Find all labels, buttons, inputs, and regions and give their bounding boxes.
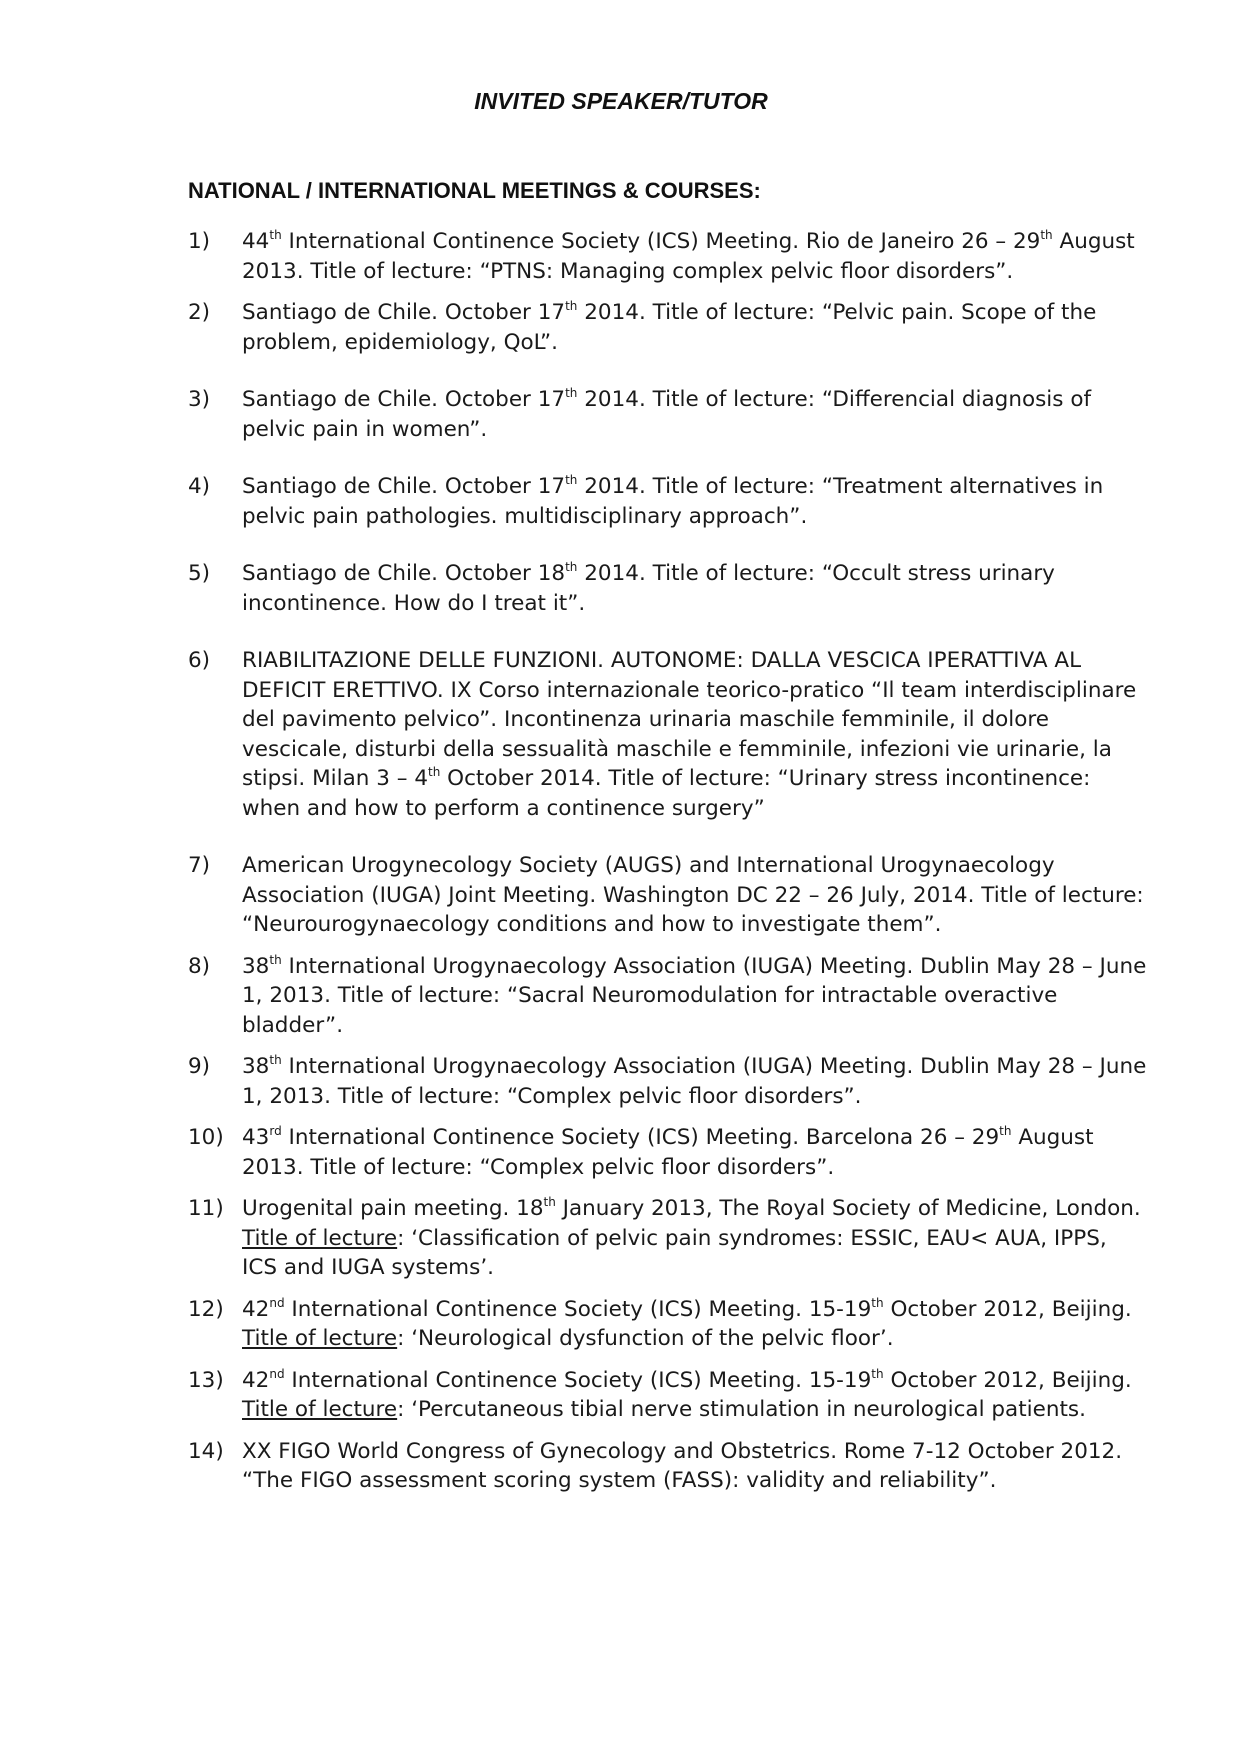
list-item-text [242, 954, 1146, 1038]
ordinal-suffix: th [565, 299, 578, 313]
list-item-number: 1) [188, 229, 211, 254]
ordinal-suffix: rd [269, 1124, 282, 1138]
ordinal-suffix: th [565, 473, 578, 487]
text-segment: Santiago de Chile. October 17 [242, 300, 566, 325]
text-segment: : ‘Neurological dysfunction of the pelvic floor’. [397, 1326, 894, 1351]
list-item-number: 9) [188, 1054, 211, 1079]
list-item [188, 646, 1148, 823]
text-segment: RIABILITAZIONE DELLE FUNZIONI. AUTONOME: DALLA VESCICA IPERATTIVA AL DEFICIT ERETTIVO. IX Corso internazionale teorico-pratico “Il team interdisciplinare del pavimento pelvico”. Incontinenza urinaria maschile femminile, il dolore vescicale, disturbi della sessualità maschile e femminile, infezioni vie urinarie, la stipsi. Milan 3 – 4 [242, 648, 1137, 791]
text-segment: January 2013, The Royal Society of Medicine, London. [555, 1196, 1141, 1221]
list-item-text [242, 1368, 1132, 1423]
ordinal-suffix: th [428, 765, 441, 779]
text-segment: 2014. Title of lecture: “Differencial diagnosis of pelvic pain in women”. [242, 387, 1092, 442]
text-segment: Urogenital pain meeting. 18 [242, 1196, 544, 1221]
text-segment: Santiago de Chile. October 17 [242, 387, 566, 412]
text-segment: 2014. Title of lecture: “Pelvic pain. Scope of the problem, epidemiology, QoL”. [242, 300, 1097, 355]
ordinal-suffix: th [269, 1053, 282, 1067]
ordinal-suffix: nd [269, 1366, 285, 1381]
text-segment: 38 [242, 953, 270, 979]
list-item-number: 14) [188, 1438, 224, 1464]
list-item-number: 3) [188, 387, 211, 412]
list-item-text [242, 387, 1091, 442]
list-item-number: 10) [188, 1125, 224, 1150]
text-segment: Santiago de Chile. October 17 [242, 474, 566, 499]
text-segment: International Continence Society (ICS) Meeting. 15-19 [284, 1296, 872, 1322]
ordinal-suffix: nd [269, 1295, 285, 1310]
ordinal-suffix: th [269, 952, 282, 967]
underlined-label: Title of lecture [242, 1326, 398, 1351]
list-item [188, 1194, 1148, 1283]
text-segment: International Urogynaecology Association (IUGA) Meeting. Dublin May 28 – June 1, 2013. Title of lecture: “Sacral Neuromodulation for intractable overactive bladder”. [242, 953, 1147, 1038]
text-segment: 43 [242, 1125, 270, 1150]
text-segment: 38 [242, 1054, 270, 1079]
ordinal-suffix: th [565, 386, 578, 400]
list-item [188, 472, 1148, 531]
list-item [188, 1366, 1148, 1425]
list-item [188, 385, 1148, 444]
text-segment: : ‘Percutaneous tibial nerve stimulation in neurological patients. [397, 1397, 1086, 1422]
text-segment: : ‘Classification of pelvic pain syndromes: ESSIC, EAU< AUA, IPPS, ICS and IUGA systems’. [242, 1225, 1107, 1280]
ordinal-suffix: th [1040, 228, 1053, 242]
ordinal-suffix: th [269, 228, 282, 242]
ordinal-suffix: th [999, 1124, 1012, 1138]
list-item-text [242, 474, 1103, 529]
list-item-number: 8) [188, 953, 211, 979]
list-item-text [242, 853, 1144, 937]
list-item-number: 7) [188, 853, 211, 878]
text-segment: American Urogynecology Society (AUGS) and International Urogynaecology Association (IUGA) Joint Meeting. Washington DC 22 – 26 July, 2014. Title of lecture: “Neurourogynaecology conditions and how to investigate them”. [242, 853, 1144, 937]
list-item-text [242, 1297, 1132, 1352]
underlined-label: Title of lecture [242, 1397, 398, 1422]
list-item [188, 1437, 1148, 1496]
text-segment: 42 [242, 1296, 270, 1322]
list-item [188, 1295, 1148, 1354]
text-segment: International Continence Society (ICS) Meeting. Barcelona 26 – 29 [281, 1125, 1000, 1150]
text-segment: International Continence Society (ICS) Meeting. Rio de Janeiro 26 – 29 [281, 229, 1041, 254]
text-segment: October 2014. Title of lecture: “Urinary stress incontinence: when and how to perform a continence surgery” [242, 766, 1091, 821]
document-title: INVITED SPEAKER/TUTOR [474, 88, 768, 114]
list-item [188, 1052, 1148, 1111]
list-item-number: 4) [188, 474, 211, 499]
list-item-text [242, 1439, 1122, 1494]
text-segment: 42 [242, 1367, 270, 1393]
list-item-text [242, 648, 1136, 821]
list-item [188, 298, 1148, 357]
text-segment: October 2012, Beijing. [883, 1367, 1132, 1393]
ordinal-suffix: th [565, 560, 578, 574]
text-segment: 2014. Title of lecture: “Treatment alternatives in pelvic pain pathologies. multidisciplinary approach”. [242, 474, 1104, 529]
list-item-text [242, 1196, 1141, 1280]
text-segment: 44 [242, 229, 270, 254]
list-item-number: 5) [188, 561, 211, 586]
list-item [188, 1123, 1148, 1182]
list-item-number: 13) [188, 1367, 224, 1393]
meetings-list [188, 227, 1148, 1496]
text-segment: October 2012, Beijing. [883, 1296, 1132, 1322]
list-item [188, 227, 1148, 286]
list-item-number: 11) [188, 1196, 224, 1221]
text-segment: International Urogynaecology Association (IUGA) Meeting. Dublin May 28 – June 1, 2013. Title of lecture: “Complex pelvic floor disorders”. [242, 1054, 1147, 1109]
text-segment: XX FIGO World Congress of Gynecology and Obstetrics. Rome 7-12 October 2012. “The FIGO assessment scoring system (FASS): validity and reliability”. [242, 1438, 1123, 1493]
list-item-text [242, 229, 1135, 284]
text-segment: Santiago de Chile. October 18 [242, 561, 566, 586]
text-segment: 2014. Title of lecture: “Occult stress urinary incontinence. How do I treat it”. [242, 561, 1055, 616]
list-item-text [242, 561, 1055, 616]
text-segment: August 2013. Title of lecture: “PTNS: Managing complex pelvic floor disorders”. [242, 229, 1135, 284]
list-item-number: 6) [188, 648, 211, 673]
underlined-label: Title of lecture [242, 1225, 398, 1251]
list-item [188, 559, 1148, 618]
text-segment: August 2013. Title of lecture: “Complex pelvic floor disorders”. [242, 1125, 1094, 1180]
text-segment: International Continence Society (ICS) Meeting. 15-19 [284, 1367, 872, 1393]
section-heading: NATIONAL / INTERNATIONAL MEETINGS & COURSES: [188, 178, 761, 203]
list-item [188, 952, 1148, 1041]
list-item-text [242, 1054, 1146, 1109]
list-item-number: 2) [188, 300, 211, 325]
list-item-number: 12) [188, 1296, 224, 1322]
list-item [188, 851, 1148, 940]
ordinal-suffix: th [871, 1366, 884, 1381]
list-item-text [242, 300, 1096, 355]
ordinal-suffix: th [543, 1195, 556, 1209]
ordinal-suffix: th [871, 1295, 884, 1310]
list-item-text [242, 1125, 1094, 1180]
